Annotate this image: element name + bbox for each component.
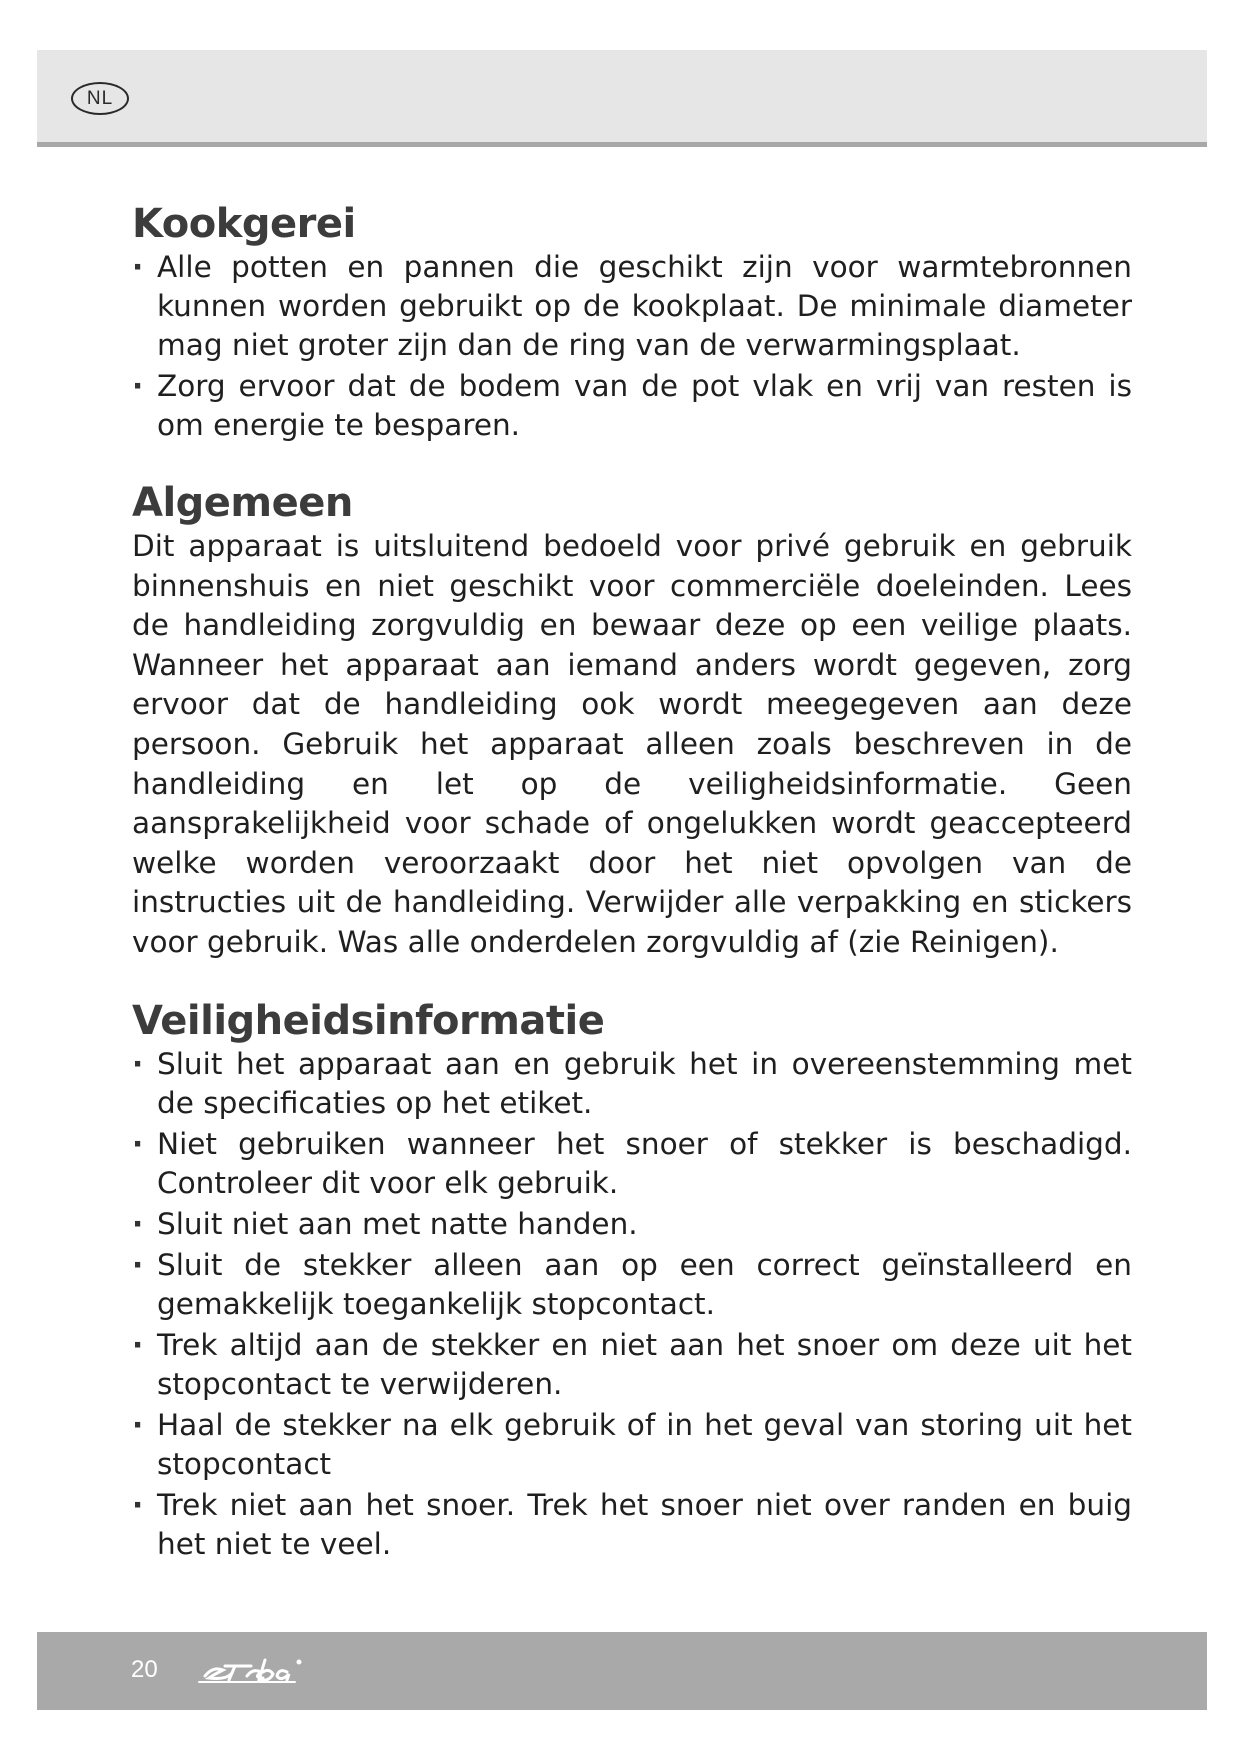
page-content (132, 200, 1132, 1598)
section-veiligheidsinformatie (132, 997, 1132, 1564)
list-item: · Haal de stekker na elk gebruik of in het geval van storing uit het stopcontact (132, 1406, 1132, 1484)
list-item: · Sluit het apparaat aan en gebruik het in overeenstemming met de specificaties op het etiket. (132, 1045, 1132, 1123)
section-title: Kookgerei (132, 201, 356, 247)
section-algemeen (132, 479, 1132, 963)
list-item: · Trek niet aan het snoer. Trek het snoer niet over randen en buig het niet te veel. (132, 1486, 1132, 1564)
section-kookgerei (132, 200, 1132, 445)
bullet-list (132, 248, 1132, 445)
section-title: Veiligheidsinformatie (132, 997, 605, 1044)
steba-logo (195, 1652, 315, 1688)
list-item: · Alle potten en pannen die geschikt zijn voor warmtebronnen kunnen worden gebruikt op de kookplaat. De minimale diameter mag niet groter zijn dan de ring van de verwarmingsplaat. (132, 248, 1132, 365)
list-item: · Zorg ervoor dat de bodem van de pot vlak en vrij van resten is om energie te besparen. (132, 367, 1132, 445)
list-item: · Sluit niet aan met natte handen. (132, 1205, 1132, 1244)
section-title: Algemeen (132, 480, 353, 526)
list-item: · Trek altijd aan de stekker en niet aan het snoer om deze uit het stopcontact te verwijderen. (132, 1326, 1132, 1404)
bullet-list (132, 1045, 1132, 1564)
body-paragraph: Dit apparaat is uitsluitend bedoeld voor privé gebruik en gebruik binnenshuis en niet geschikt voor commerciële doeleinden. Lees de handleiding zorgvuldig en bewaar deze op een veilige plaats. Wanneer het apparaat aan iemand anders wordt gegeven, zorg ervoor dat de handleiding ook wordt meegegeven aan deze persoon. Gebruik het apparaat alleen zoals beschreven in de handleiding en let op de veiligheidsinformatie. Geen aansprakelijkheid voor schade of ongelukken wordt geaccepteerd welke worden veroorzaakt door het niet opvolgen van de instructies uit de handleiding. Verwijder alle verpakking en stickers voor gebruik. Was alle onderdelen zorgvuldig af (zie Reinigen). (132, 529, 1132, 959)
header-band (37, 50, 1207, 147)
list-item: · Sluit de stekker alleen aan op een correct geïnstalleerd en gemakkelijk toegankelijk stopcontact. (132, 1246, 1132, 1324)
list-item: · Niet gebruiken wanneer het snoer of stekker is beschadigd. Controleer dit voor elk gebruik. (132, 1125, 1132, 1203)
language-badge: NL (71, 82, 129, 115)
page-number: 20 (131, 1656, 158, 1683)
footer-band (37, 1632, 1207, 1710)
